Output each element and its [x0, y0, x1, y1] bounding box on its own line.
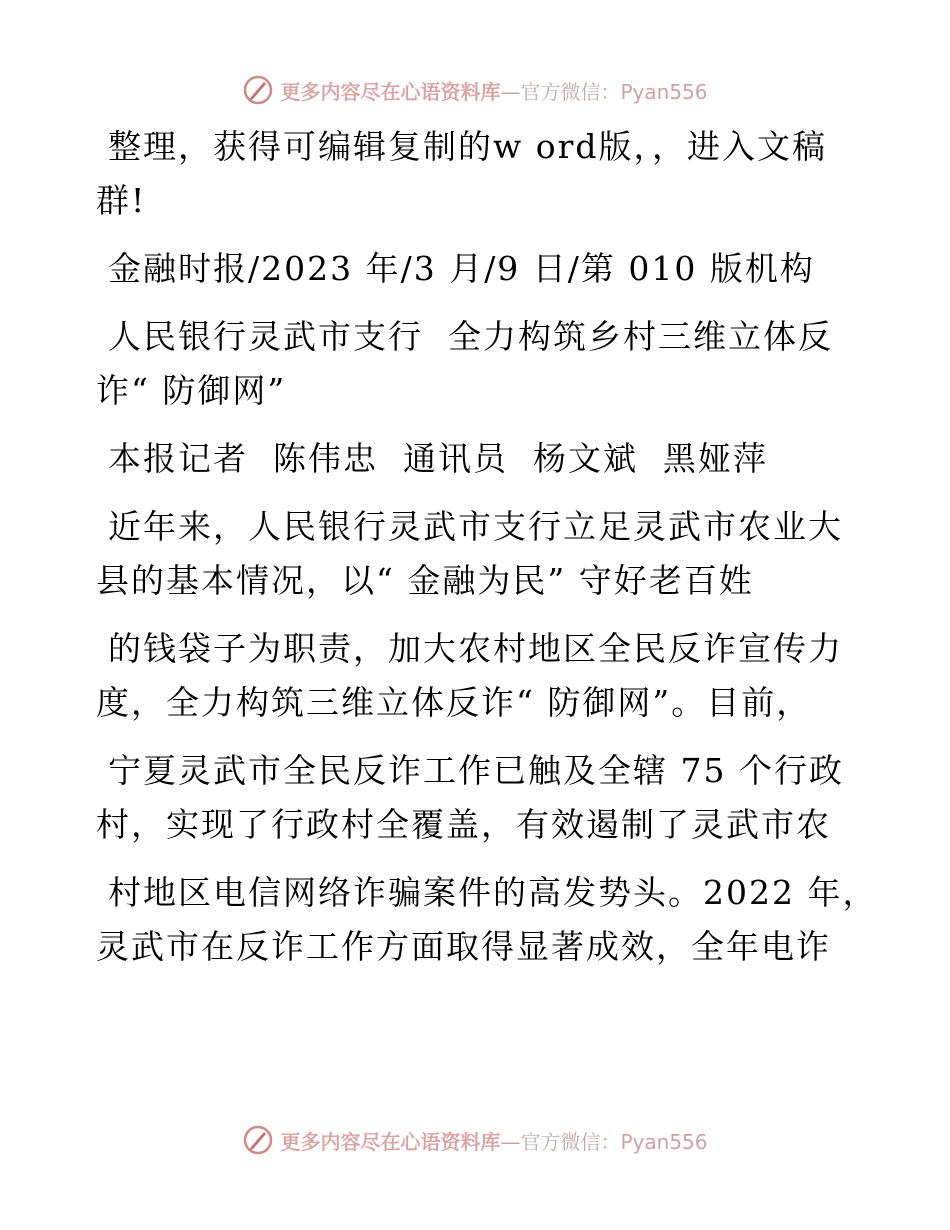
quill-logo-icon: [242, 74, 274, 106]
banner-official-label: 官方微信：: [520, 79, 621, 104]
banner-brand: 更多内容尽在心语资料库: [280, 79, 501, 104]
text-line: 本报记者 陈伟忠 通讯员 杨文斌 黑娅萍: [108, 439, 768, 478]
banner-brand: 更多内容尽在心语资料库: [280, 1129, 501, 1154]
text-line: 整理，获得可编辑复制的w ord版，，进入文稿: [108, 127, 828, 166]
paragraph-body-2: [96, 622, 843, 730]
paragraph-body-3: [96, 744, 844, 852]
text-line: 近年来，人民银行灵武市支行立足灵武市农业大: [108, 507, 843, 546]
paragraph-body-1: [96, 500, 843, 608]
text-line: 诈“ 防御网”: [96, 371, 287, 410]
text-line: 的钱袋子为职责，加大农村地区全民反诈宣传力: [108, 629, 843, 668]
quill-logo-icon: [242, 1124, 274, 1156]
text-line: 宁夏灵武市全民反诈工作已触及全辖 75 个行政: [108, 751, 844, 790]
banner-text: [280, 76, 707, 105]
header-banner: [0, 70, 950, 110]
footer-banner: [0, 1120, 950, 1160]
banner-dash: —: [500, 79, 521, 104]
banner-official-label: 官方微信：: [520, 1129, 621, 1154]
banner-wechat-id: Pyan556: [620, 1129, 708, 1154]
paragraph-headline: [96, 310, 836, 418]
paragraph-intro: [96, 120, 836, 228]
text-line: 县的基本情况，以“ 金融为民” 守好老百姓: [96, 561, 754, 600]
paragraph-byline: [96, 432, 836, 486]
text-line: 金融时报/2023 年/3 月/9 日/第 010 版机构: [108, 249, 815, 288]
paragraph-body-4: [96, 866, 878, 974]
text-line: 度，全力构筑三维立体反诈“ 防御网”。目前，: [96, 683, 812, 722]
text-line: 村地区电信网络诈骗案件的高发势头。2022 年，: [108, 873, 878, 912]
banner-dash: —: [500, 1129, 521, 1154]
text-line: 人民银行灵武市支行 全力构筑乡村三维立体反: [108, 317, 833, 356]
banner-text: [280, 1126, 707, 1155]
banner-wechat-id: Pyan556: [620, 79, 708, 104]
paragraph-source: [96, 242, 836, 296]
text-line: 村，实现了行政村全覆盖，有效遏制了灵武市农: [96, 805, 831, 844]
text-line: 灵武市在反诈工作方面取得显著成效，全年电诈: [96, 927, 831, 966]
text-line: 群!: [96, 181, 147, 220]
document-body: [96, 120, 878, 974]
